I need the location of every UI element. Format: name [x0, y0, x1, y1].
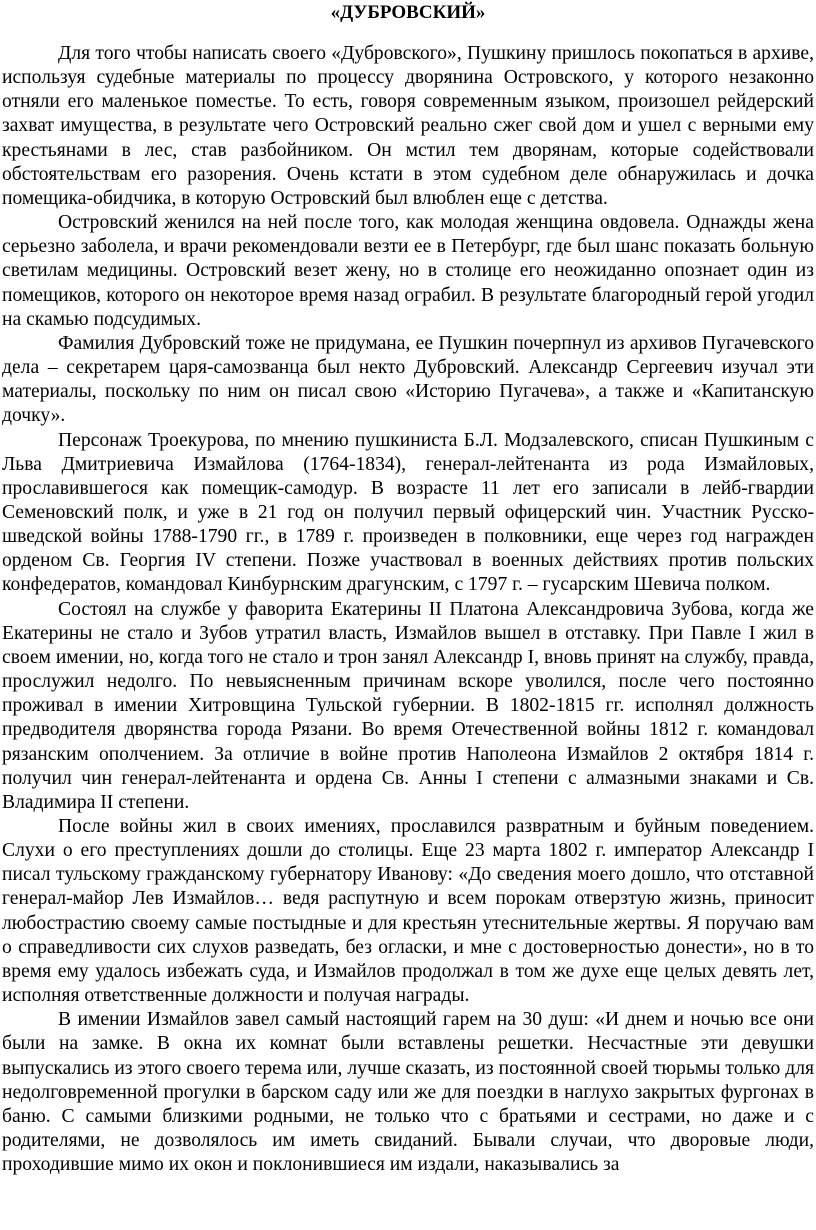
paragraph-3: Фамилия Дубровский тоже не придумана, ее Пушкин почерпнул из архивов Пугачевского дела – секретарем царя-самозванца был некто Дубровский. Александр Сергеевич изучал эти материалы, поскольку по ним он писал свою «Историю Пугачева», а также и «Капитанскую дочку».: [2, 332, 814, 427]
paragraph-1: Для того чтобы написать своего «Дубровского», Пушкину пришлось покопаться в архиве, используя судебные материалы по процессу дворянина Островского, у которого незаконно отняли его маленькое поместье. То есть, говоря современным языком, произошел рейдерский захват имущества, в результате чего Островский реально сжег свой дом и ушел с верными ему крестьянами в лес, став разбойником. Он мстил тем дворянам, которые содействовали обстоятельствам его разорения. Очень кстати в этом судебном деле обнаружилась и дочка помещика-обидчика, в которую Островский был влюблен еще с детства.: [2, 43, 814, 209]
paragraph-6: После войны жил в своих имениях, прославился развратным и буйным поведением. Слухи о его преступлениях дошли до столицы. Еще 23 марта 1802 г. император Александр I писал тульскому гражданскому губернатору Иванову: «До сведения моего дошло, что отставной генерал-майор Лев Измайлов… ведя распутную и всем порокам отверзтую жизнь, приносит любострастию своему самые постыдные и для крестьян утеснительные жертвы. Я поручаю вам о справедливости сих слухов разведать, без огласки, и мне с достоверностью донести», но в то время ему удалось избежать суда, и Измайлов продолжал в том же духе еще целых девять лет, исполняя ответственные должности и получая награды.: [2, 816, 814, 1007]
paragraph-7: В имении Измайлов завел самый настоящий гарем на 30 душ: «И днем и ночью все они были на замке. В окна их комнат были вставлены решетки. Несчастные эти девушки выпускались из этого своего терема или, лучше сказать, из постоянной своей тюрьмы только для недолговременной прогулки в барском саду или же для поездки в наглухо закрытых фургонах в баню. С самыми близкими родными, не только что с братьями и сестрами, но даже и с родителями, не дозволялось им иметь свиданий. Бывали случаи, что дворовые люди, проходившие мимо их окон и поклонившиеся им издали, наказывались за: [2, 1009, 814, 1176]
document-body: [2, 42, 814, 1177]
document-title: «ДУБРОВСКИЙ»: [330, 2, 486, 23]
paragraph-2: Островский женился на ней после того, как молодая женщина овдовела. Однажды жена серьезно заболела, и врачи рекомендовали везти ее в Петербург, где был шанс показать больную светилам медицины. Островский везет жену, но в столице его неожиданно опознает один из помещиков, которого он некоторое время назад ограбил. В результате благородный герой угодил на скамью подсудимых.: [2, 212, 814, 330]
paragraph-4: Персонаж Троекурова, по мнению пушкиниста Б.Л. Модзалевского, списан Пушкиным с Льва Дмитриевича Измайлова (1764-1834), генерал-лейтенанта из рода Измайловых, прославившегося как помещик-самодур. В возрасте 11 лет его записали в лейб-гвардии Семеновский полк, и уже в 21 год он получил первый офицерский чин. Участник Русско-шведской войны 1788-1790 гг., в 1789 г. произведен в полковники, еще через год награжден орденом Св. Георгия IV степени. Позже участвовал в военных действиях против польских конфедератов, командовал Кинбурнским драгунским, с 1797 г. – гусарским Шевича полком.: [2, 429, 814, 596]
paragraph-5: Состоял на службе у фаворита Екатерины II Платона Александровича Зубова, когда же Екатерины не стало и Зубов утратил власть, Измайлов вышел в отставку. При Павле I жил в своем имении, но, когда того не стало и трон занял Александр I, вновь принят на службу, правда, прослужил недолго. По невыясненным причинам вскоре уволился, после чего постоянно проживал в имении Хитровщина Тульской губернии. В 1802-1815 гг. исполнял должность предводителя дворянства города Рязани. Во время Отечественной войны 1812 г. командовал рязанским ополчением. За отличие в войне против Наполеона Измайлов 2 октября 1814 г. получил чин генерал-лейтенанта и ордена Св. Анны I степени с алмазными знаками и Св. Владимира II степени.: [2, 598, 814, 813]
